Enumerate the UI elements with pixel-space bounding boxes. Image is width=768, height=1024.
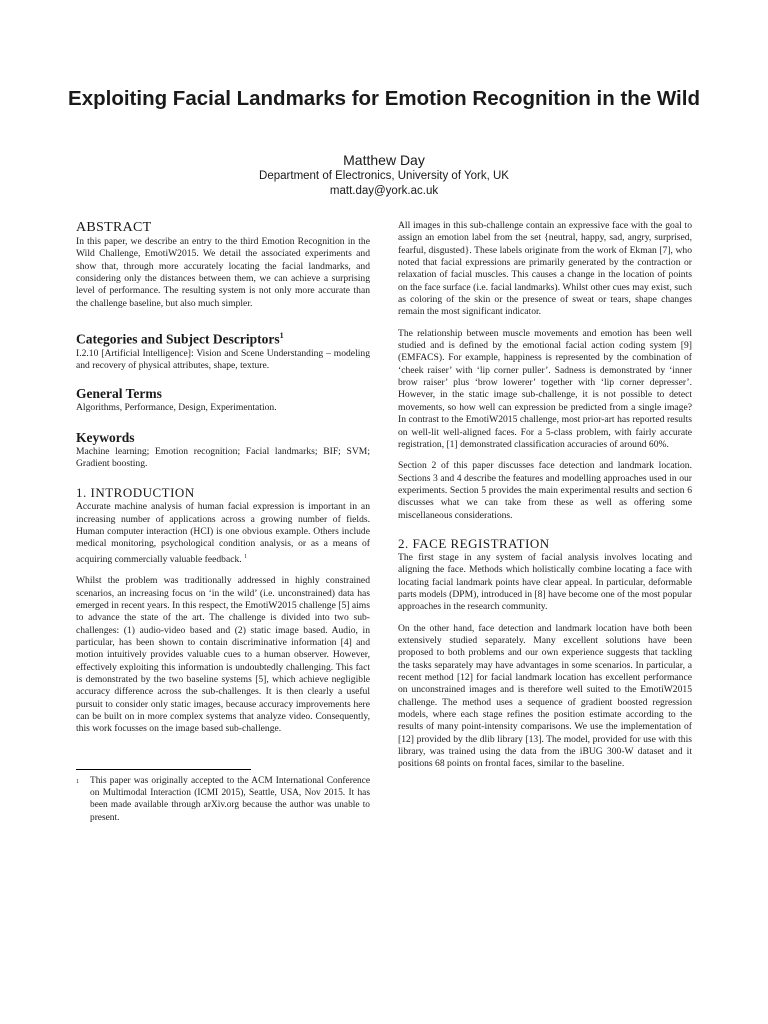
footnote [76, 775, 370, 824]
introduction-footnote-mark: 1 [244, 553, 248, 560]
right-paragraph-3: Section 2 of this paper discusses face detection and landmark location. Sections 3 and 4 describe the features and modelling approaches used in our experiments. Section 5 provides the main experimental results and section 6 discusses what we can take from these as well as offering some miscellaneous considerations. [398, 460, 692, 521]
introduction-heading: 1. INTRODUCTION [76, 485, 195, 501]
categories-heading-text: Categories and Subject Descriptors [76, 331, 280, 347]
right-column [398, 220, 692, 771]
face-registration-paragraph-2: On the other hand, face detection and landmark location have both been extensively studied separately. Many excellent solutions have been proposed to both problems and our own experience suggests that tackling the tasks separately may have advantages in some scenarios. In particular, a recent method [12] for facial landmark location has excellent performance on unconstrained images and is therefore well suited to the EmotiW2015 challenge. The method uses a sequence of gradient boosted regression models, where each stage refines the position estimate according to the results of many point-intensity comparisons. We use the implementation of [12] provided by the dlib library [13]. The model, provided for use with this library, was trained using the data from the iBUG 300-W dataset and it positions 68 points on frontal faces, similar to the baseline. [398, 622, 692, 770]
introduction-paragraph-1-text: Accurate machine analysis of human facial expression is important in an increasing number of applications across a growing number of fields. Human computer interaction (HCI) is one obvious example. Others include medical monitoring, psychological condition analysis, or as a means of acquiring commercially valuable feedback. [76, 501, 370, 565]
footnote-text: This paper was originally accepted to the ACM International Conference on Multimodal Interaction (ICMI 2015), Seattle, USA, Nov 2015. It has been made available through arXiv.org because the author was unable to present. [90, 775, 370, 823]
general-terms-text: Algorithms, Performance, Design, Experimentation. [76, 402, 277, 414]
keywords-text: Machine learning; Emotion recognition; Facial landmarks; BIF; SVM; Gradient boosting. [76, 445, 370, 469]
author-name: Matthew Day [343, 152, 425, 168]
author-affiliation: Department of Electronics, University of York, UK [259, 170, 509, 182]
introduction-paragraph-1 [76, 501, 370, 566]
footnote-rule [76, 769, 251, 770]
abstract-text: In this paper, we describe an entry to the third Emotion Recognition in the Wild Challenge, EmotiW2015. We detail the associated experiments and show that, through more accurately locating the facial landmarks, and considering only the distances between them, we can achieve a surprising level of performance. The resulting system is not only more accurate than the challenge baseline, but also much simpler. [76, 236, 370, 309]
footnote-block [76, 769, 370, 824]
face-registration-heading: 2. FACE REGISTRATION [398, 535, 550, 551]
right-paragraph-1: All images in this sub-challenge contain an expressive face with the goal to assign an emotion label from the set {neutral, happy, sad, angry, surprised, fearful, disgusted}. These labels originate from the work of Ekman [7], who noted that facial expressions are primarily generated by the contraction or relaxation of facial muscles. This causes a change in the location of points on the face surface (i.e. facial landmarks). Whilst other cues may exist, such as coloring of the skin or the presence of sweat or tears, shape changes remain the most significant indicator. [398, 220, 692, 318]
general-terms-heading: General Terms [76, 386, 162, 402]
author-email: matt.day@york.ac.uk [329, 185, 439, 197]
introduction-paragraph-2: Whilst the problem was traditionally addressed in highly constrained scenarios, an increasing focus on ‘in the wild’ (i.e. unconstrained) data has emerged in recent years. In this respect, the EmotiW2015 challenge [5] aims to advance the state of the art. The challenge is divided into two sub-challenges: (1) audio-video based and (2) static image based. Audio, in particular, has been shown to contain discriminative information [4] and motion intuitively provides valuable cues to a human observer. However, effectively exploiting this information is undoubtedly challenging. This fact is demonstrated by the two baseline systems [5], which achieve negligible accuracy difference across the sub-challenges. It is then clearly a useful pursuit to consider only static images, because accuracy improvements here can be built on in more complex systems that analyze video. Consequently, this work focusses on the image based sub-challenge. [76, 575, 370, 735]
categories-footnote-mark: 1 [279, 331, 284, 341]
paper-title: Exploiting Facial Landmarks for Emotion Recognition in the Wild [68, 87, 700, 110]
keywords-heading: Keywords [76, 429, 135, 445]
right-paragraph-2: The relationship between muscle movements and emotion has been well studied and is defined by the emotional facial action coding system [9] (EMFACS). For example, happiness is represented by the combination of ‘cheek raiser’ with ‘lip corner puller’. Sadness is demonstrated by ‘inner brow raiser’ plus ‘brow lowerer’ together with ‘lip corner depresser’. However, in the static image sub-challenge, it is not possible to detect movements, so how well can expression be predicted from a single image? In contrast to the EmotiW2015 challenge, most prior-art has reported results on well-lit well-aligned faces. For a 5-class problem, with fairly accurate registration, [1] demonstrated classification accuracies of around 60%. [398, 327, 692, 450]
abstract-heading: ABSTRACT [76, 220, 152, 235]
categories-heading [76, 328, 370, 348]
categories-text: I.2.10 [Artificial Intelligence]: Vision and Scene Understanding – modeling and recovery of physical attributes, shape, texture. [76, 347, 370, 371]
footnote-mark: 1 [76, 778, 79, 785]
face-registration-paragraph-1: The first stage in any system of facial analysis involves locating and aligning the face. Methods which holistically combine locating a face with locating facial landmark points have clear appeal. In particular, deformable parts models (DPM), introduced in [8] have become one of the most popular approaches in the research community. [398, 551, 692, 613]
left-column [76, 220, 370, 824]
